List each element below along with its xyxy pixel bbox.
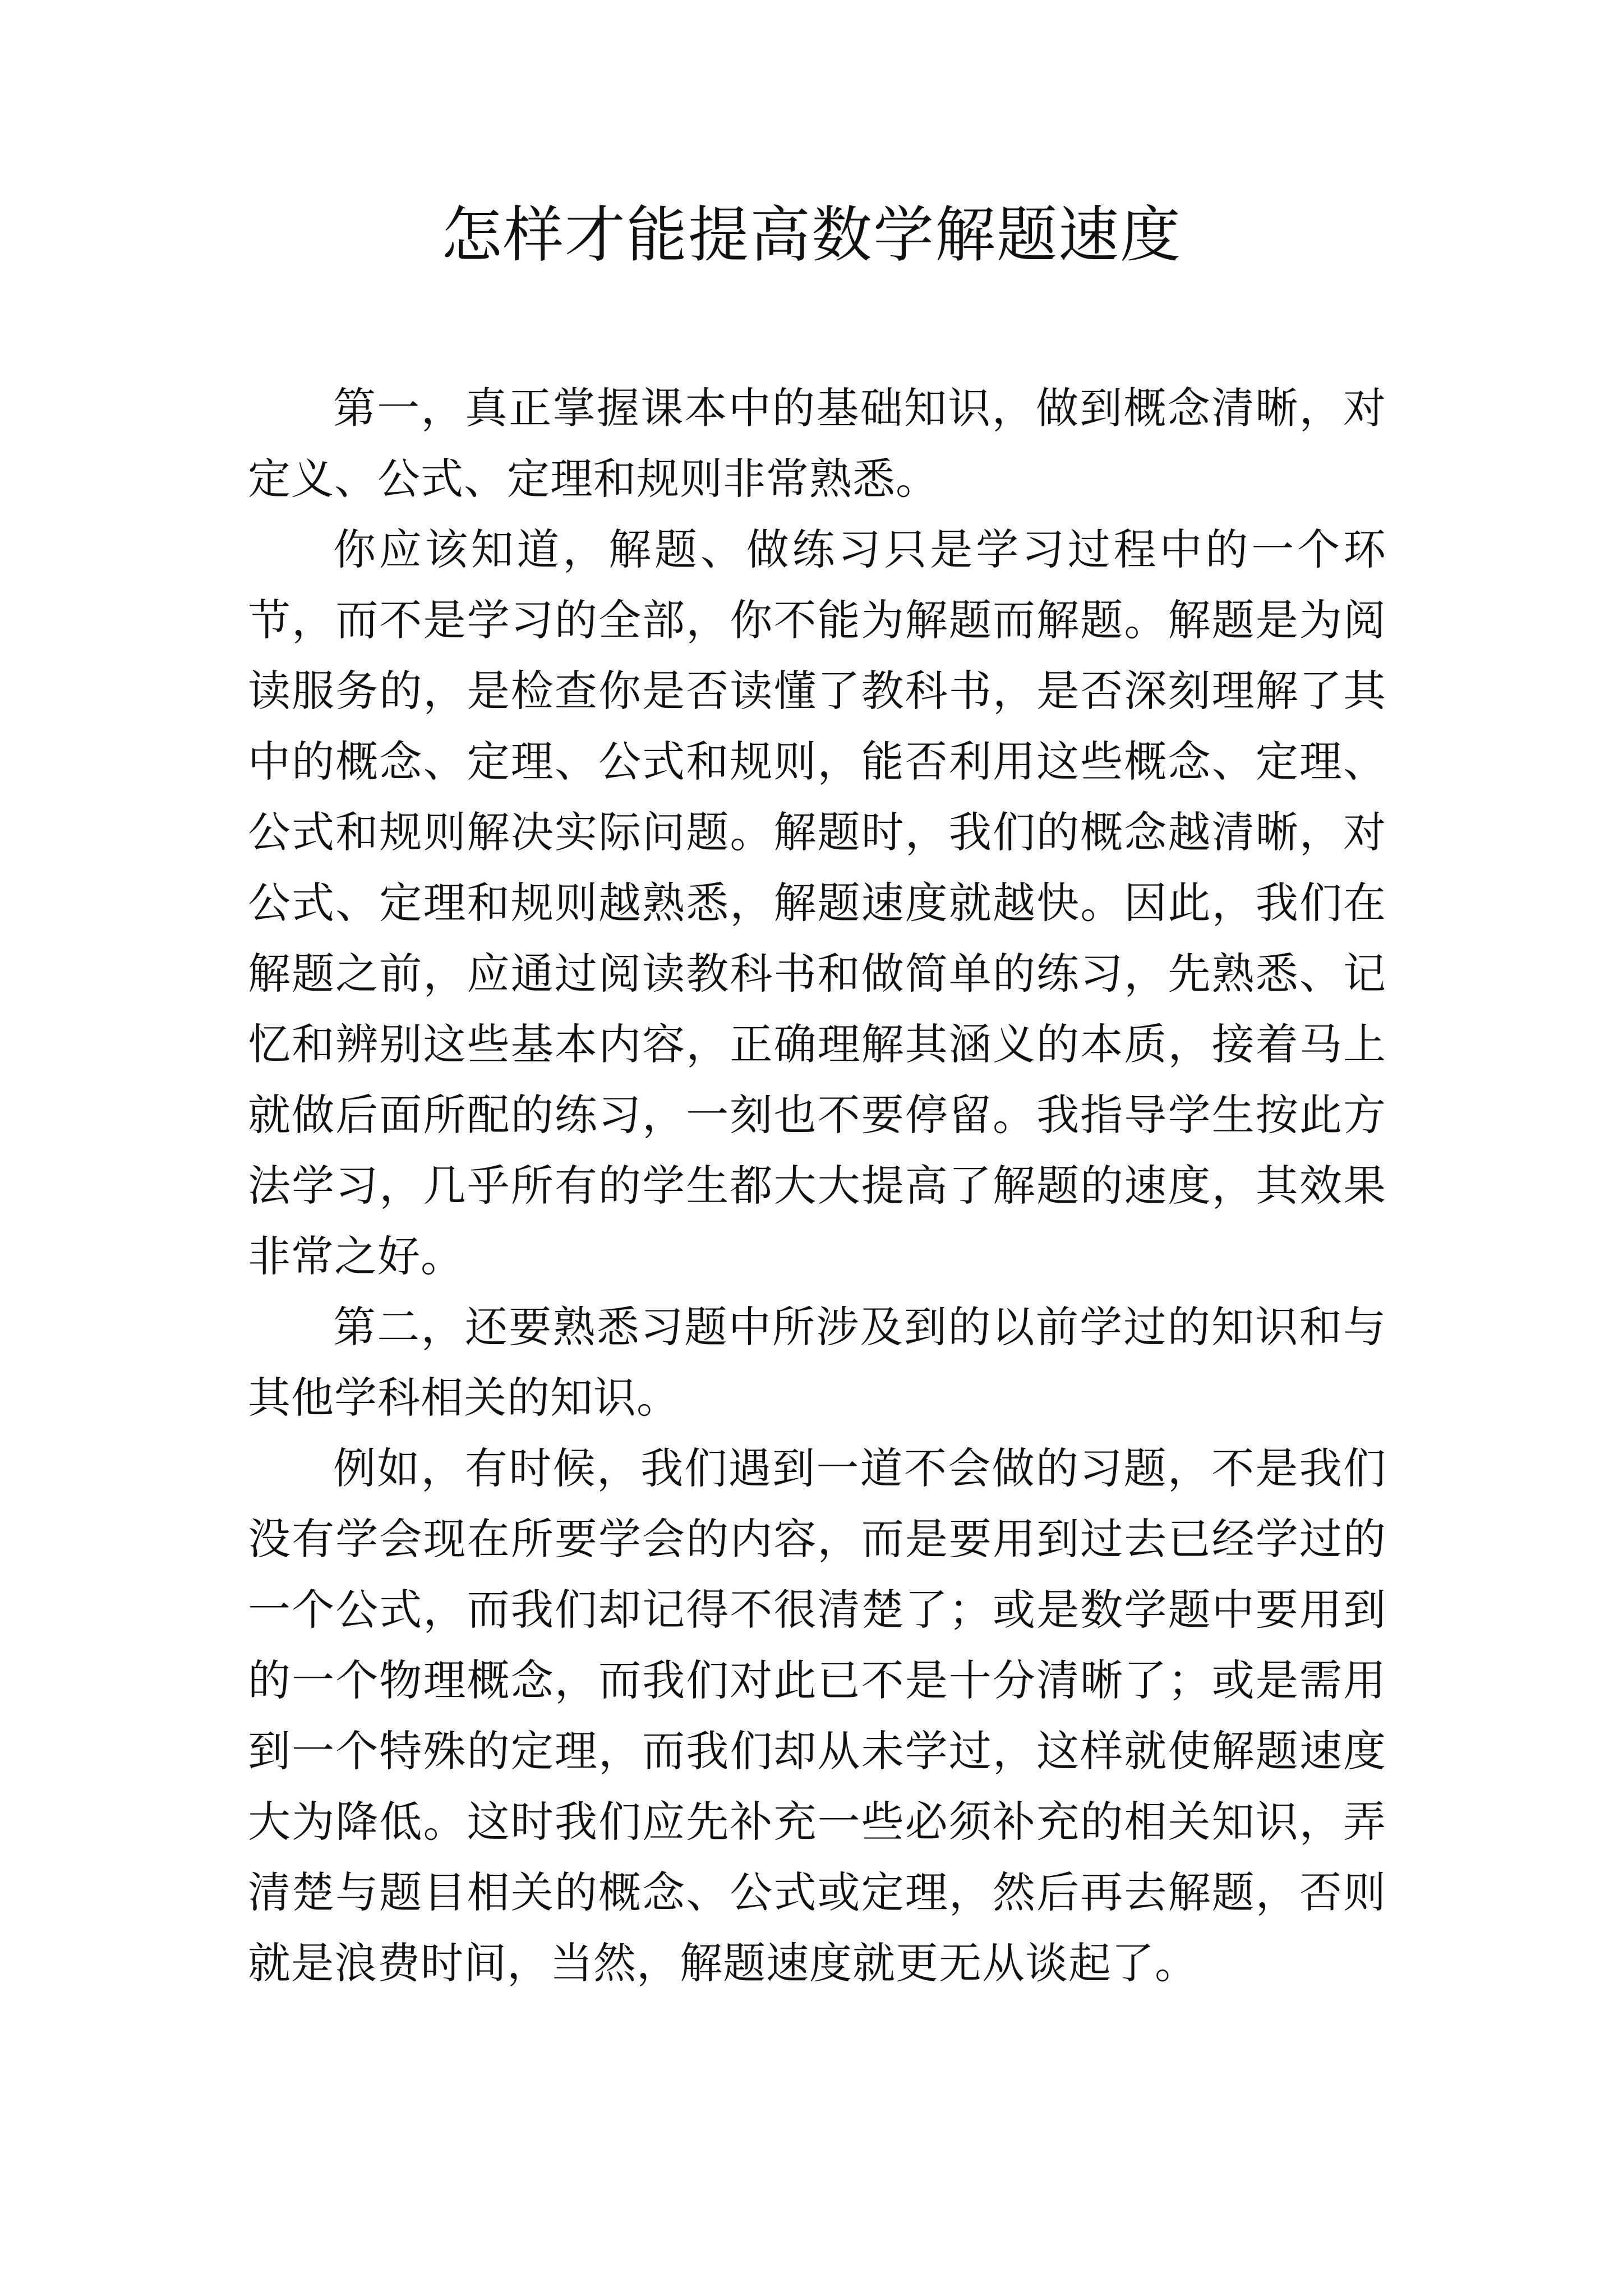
document-title: 怎样才能提高数学解题速度 bbox=[441, 200, 1182, 270]
paragraph-3: 第二，还要熟悉习题中所涉及到的以前学过的知识和与其他学科相关的知识。 bbox=[248, 1302, 1386, 1423]
paragraph-1: 第一，真正掌握课本中的基础知识，做到概念清晰，对定义、公式、定理和规则非常熟悉。 bbox=[248, 383, 1386, 504]
document-body bbox=[248, 373, 1386, 1999]
paragraph-2: 你应该知道，解题、做练习只是学习过程中的一个环节，而不是学习的全部，你不能为解题而解题。解题是为阅读服务的，是检查你是否读懂了教科书，是否深刻理解了其中的概念、定理、公式和规则，能否利用这些概念、定理、公式和规则解决实际问题。解题时，我们的概念越清晰，对公式、定理和规则越熟悉，解题速度就越快。因此，我们在解题之前，应通过阅读教科书和做简单的练习，先熟悉、记忆和辨别这些基本内容，正确理解其涵义的本质，接着马上就做后面所配的练习，一刻也不要停留。我指导学生按此方法学习，几乎所有的学生都大大提高了解题的速度，其效果非常之好。 bbox=[248, 524, 1386, 1281]
paragraph-4: 例如，有时候，我们遇到一道不会做的习题，不是我们没有学会现在所要学会的内容，而是要用到过去已经学过的一个公式，而我们却记得不很清楚了；或是数学题中要用到的一个物理概念，而我们对此已不是十分清晰了；或是需用到一个特殊的定理，而我们却从未学过，这样就使解题速度大为降低。这时我们应先补充一些必须补充的相关知识，弄清楚与题目相关的概念、公式或定理，然后再去解题，否则就是浪费时间，当然，解题速度就更无从谈起了。 bbox=[248, 1443, 1386, 1988]
